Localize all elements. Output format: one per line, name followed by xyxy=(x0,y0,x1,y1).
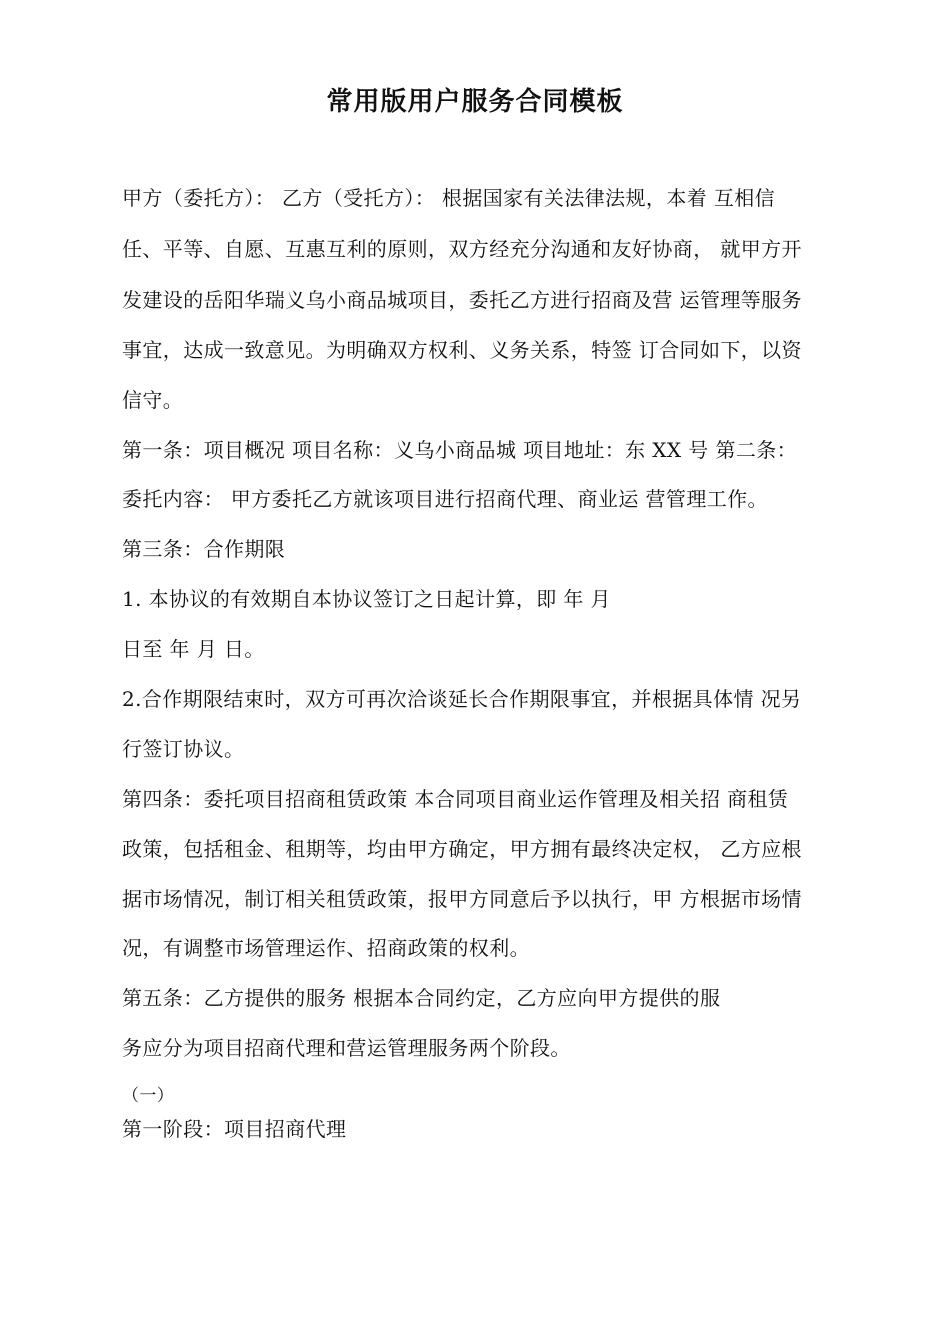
paragraph-line: 2.合作期限结束时，双方可再次洽谈延长合作期限事宜，并根据具体情 况另 xyxy=(122,687,802,711)
paragraph-line: 据市场情况，制订相关租赁政策，报甲方同意后予以执行，甲 方根据市场情 xyxy=(122,887,802,911)
paragraph-line: 信守。 xyxy=(122,388,184,412)
paragraph-line: 任、平等、自愿、互惠互利的原则，双方经充分沟通和友好协商， 就甲方开 xyxy=(122,237,802,261)
section-heading: 第一阶段：项目招商代理 xyxy=(122,1117,347,1141)
paragraph-line: 甲方（委托方）： 乙方（受托方）： 根据国家有关法律法规，本着 互相信 xyxy=(122,186,776,210)
document-title: 常用版用户服务合同模板 xyxy=(326,87,624,117)
paragraph-line: 委托内容： 甲方委托乙方就该项目进行招商代理、商业运 营管理工作。 xyxy=(122,487,768,511)
section-number: （一） xyxy=(122,1086,175,1106)
paragraph-line: 况，有调整市场管理运作、招商政策的权利。 xyxy=(122,936,530,960)
paragraph-line: 务应分为项目招商代理和营运管理服务两个阶段。 xyxy=(122,1036,571,1060)
section-heading: 第三条：合作期限 xyxy=(122,537,286,561)
paragraph-line: 第一条：项目概况 项目名称：义乌小商品城 项目地址：东 XX 号 第二条： xyxy=(122,438,798,462)
paragraph-line: 行签订协议。 xyxy=(122,737,245,761)
paragraph-line: 事宜，达成一致意见。为明确双方权利、义务关系，特签 订合同如下，以资 xyxy=(122,338,802,362)
paragraph-line: 1. 本协议的有效期自本协议签订之日起计算，即 年 月 xyxy=(122,587,611,611)
paragraph-line: 第五条：乙方提供的服务 根据本合同约定，乙方应向甲方提供的服 xyxy=(122,986,721,1010)
paragraph-line: 日至 年 月 日。 xyxy=(122,637,265,661)
paragraph-line: 政策，包括租金、租期等，均由甲方确定，甲方拥有最终决定权， 乙方应根 xyxy=(122,837,802,861)
paragraph-line: 发建设的岳阳华瑞义乌小商品城项目，委托乙方进行招商及营 运管理等服务 xyxy=(122,288,802,312)
paragraph-line: 第四条：委托项目招商租赁政策 本合同项目商业运作管理及相关招 商租赁 xyxy=(122,787,789,811)
